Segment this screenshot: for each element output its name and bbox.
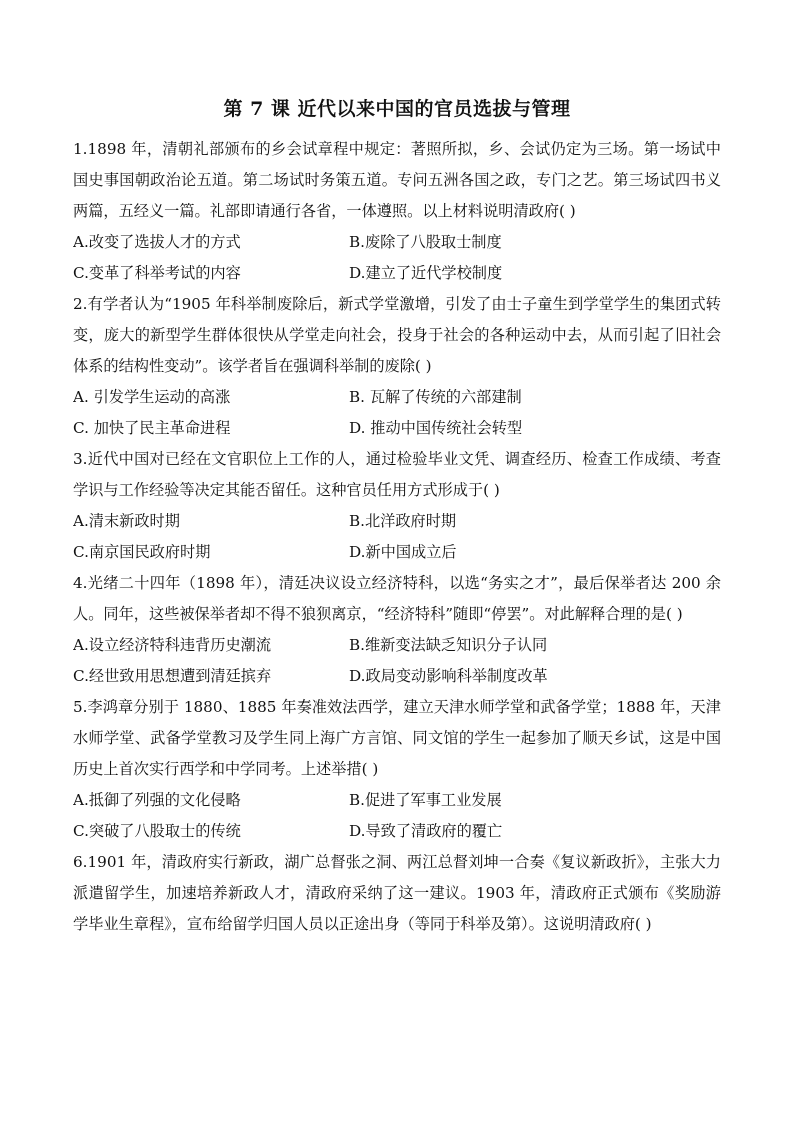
option-a: A.改变了选拔人才的方式 bbox=[73, 233, 241, 251]
question-options bbox=[73, 785, 721, 847]
question-options bbox=[73, 506, 721, 568]
option-d: D.政局变动影响科举制度改革 bbox=[349, 667, 548, 685]
question-stem: 2.有学者认为“1905 年科举制废除后，新式学堂激增，引发了由士子童生到学堂学生的集团式转变，庞大的新型学生群体很快从学堂走向社会，投身于社会的各种运动中去，从而引起了旧社会体系的结构性变动”。该学者旨在强调科举制的废除( ) bbox=[73, 295, 721, 375]
option-a: A.设立经济特科违背历史潮流 bbox=[73, 636, 272, 654]
option-d: D.导致了清政府的覆亡 bbox=[349, 822, 503, 840]
question-stem: 3.近代中国对已经在文官职位上工作的人，通过检验毕业文凭、调查经历、检查工作成绩、考查学识与工作经验等决定其能否留任。这种官员任用方式形成于( ) bbox=[73, 450, 721, 499]
option-b: B.废除了八股取士制度 bbox=[349, 233, 502, 251]
option-c: C. 加快了民主革命进程 bbox=[73, 419, 231, 437]
option-a: A.清末新政时期 bbox=[73, 512, 180, 530]
option-b: B.维新变法缺乏知识分子认同 bbox=[349, 636, 548, 654]
question-3 bbox=[73, 444, 721, 568]
option-a: A.抵御了列强的文化侵略 bbox=[73, 791, 241, 809]
option-c: C.突破了八股取士的传统 bbox=[73, 822, 241, 840]
question-stem: 5.李鸿章分别于 1880、1885 年奏准效法西学，建立天津水师学堂和武备学堂；1888 年，天津水师学堂、武备学堂教习及学生同上海广方言馆、同文馆的学生一起参加了顺天乡试，这是中国历史上首次实行西学和中学同考。上述举措( ) bbox=[73, 698, 721, 778]
question-stem: 4.光绪二十四年（1898 年），清廷决议设立经济特科，以选“务实之才”，最后保举者达 200 余人。同年，这些被保举者却不得不狼狈离京，“经济特科”随即“停罢”。对此解释合理的是( ) bbox=[73, 574, 721, 623]
question-options bbox=[73, 382, 721, 444]
question-options bbox=[73, 227, 721, 289]
option-a: A. 引发学生运动的高涨 bbox=[73, 388, 231, 406]
option-b: B.促进了军事工业发展 bbox=[349, 791, 502, 809]
question-6 bbox=[73, 847, 721, 940]
option-b: B.北洋政府时期 bbox=[349, 512, 457, 530]
option-c: C.经世致用思想遭到清廷摈弃 bbox=[73, 667, 272, 685]
question-1 bbox=[73, 134, 721, 289]
option-d: D.新中国成立后 bbox=[349, 543, 457, 561]
question-list bbox=[73, 134, 721, 940]
question-4 bbox=[73, 568, 721, 692]
option-c: C.变革了科举考试的内容 bbox=[73, 264, 241, 282]
question-stem: 1.1898 年，清朝礼部颁布的乡会试章程中规定：著照所拟，乡、会试仍定为三场。第一场试中国史事国朝政治论五道。第二场试时务策五道。专问五洲各国之政，专门之艺。第三场试四书义两篇，五经义一篇。礼部即请通行各省，一体遵照。以上材料说明清政府( ) bbox=[73, 140, 721, 220]
question-stem: 6.1901 年，清政府实行新政，湖广总督张之洞、两江总督刘坤一合奏《复议新政折》，主张大力派遣留学生，加速培养新政人才，清政府采纳了这一建议。1903 年，清政府正式颁布《奖励游学毕业生章程》，宣布给留学归国人员以正途出身（等同于科举及第）。这说明清政府( ) bbox=[73, 853, 721, 933]
option-b: B. 瓦解了传统的六部建制 bbox=[349, 388, 522, 406]
option-c: C.南京国民政府时期 bbox=[73, 543, 211, 561]
option-d: D. 推动中国传统社会转型 bbox=[349, 419, 523, 437]
question-5 bbox=[73, 692, 721, 847]
page-title: 第 7 课 近代以来中国的官员选拔与管理 bbox=[223, 98, 571, 120]
question-2 bbox=[73, 289, 721, 444]
option-d: D.建立了近代学校制度 bbox=[349, 264, 503, 282]
question-options bbox=[73, 630, 721, 692]
